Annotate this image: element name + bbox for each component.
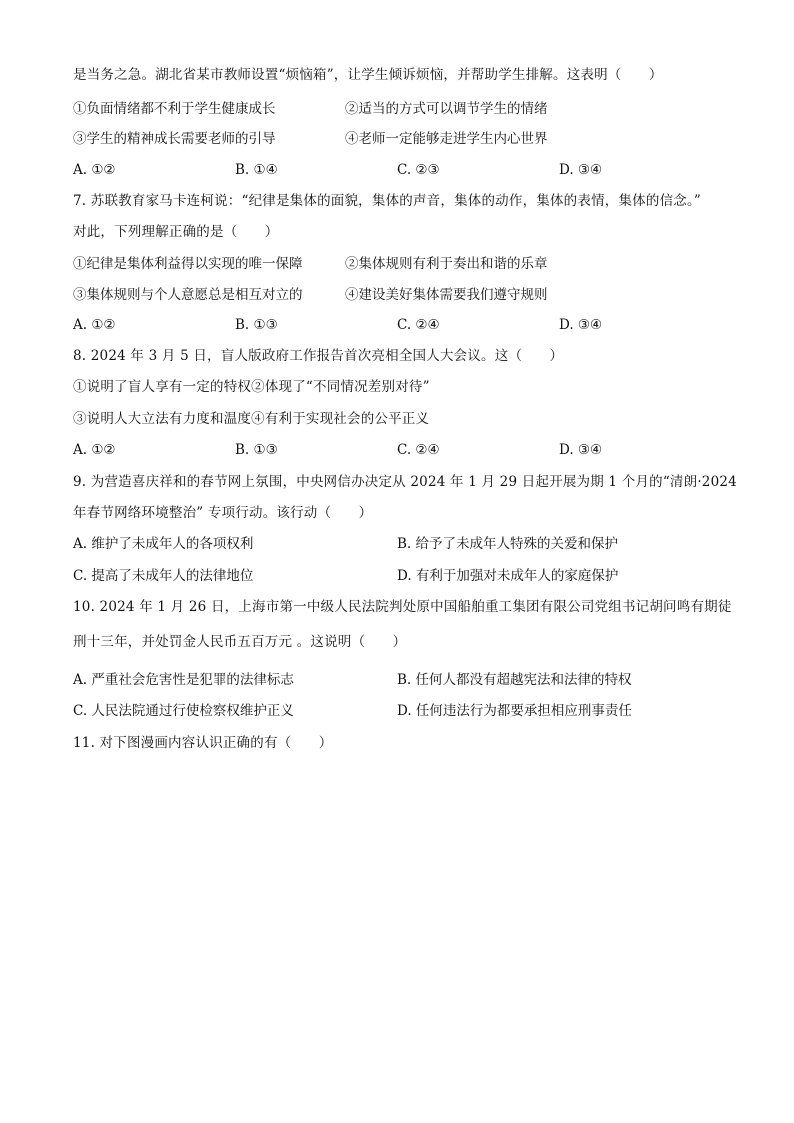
q6-option-a[interactable]: A. ①② <box>73 162 116 178</box>
q6-option-c[interactable]: C. ②③ <box>397 162 440 178</box>
q8-statements-1: ①说明了盲人享有一定的特权②体现了“不同情况差别对待” <box>73 379 430 395</box>
q8-statements-2: ③说明人大立法有力度和温度④有利于实现社会的公平正义 <box>73 411 430 427</box>
q8-option-a[interactable]: A. ①② <box>73 442 116 458</box>
q7-statement-3: ③集体规则与个人意愿总是相互对立的 <box>73 287 303 303</box>
q8-stem: 8. 2024 年 3 月 5 日，盲人版政府工作报告首次亮相全国人大会议。这（ ） <box>73 348 564 364</box>
q9-stem-line2: 年春节网络环境整治” 专项行动。该行动（ ） <box>73 505 373 521</box>
q6-statement-2: ②适当的方式可以调节学生的情绪 <box>345 101 548 117</box>
q6-statement-3: ③学生的精神成长需要老师的引导 <box>73 131 276 147</box>
q10-stem-line1: 10. 2024 年 1 月 26 日，上海市第一中级人民法院判处原中国船舶重工集团有限公司党组书记胡问鸣有期徒 <box>73 599 732 615</box>
q7-option-d[interactable]: D. ③④ <box>559 317 603 333</box>
q8-option-b[interactable]: B. ①③ <box>235 442 278 458</box>
q7-statement-4: ④建设美好集体需要我们遵守规则 <box>345 287 548 303</box>
q6-stem: 是当务之急。湖北省某市教师设置“烦恼箱”，让学生倾诉烦恼，并帮助学生排解。这表明（ ） <box>73 67 663 83</box>
q7-statement-2: ②集体规则有利于奏出和谐的乐章 <box>345 256 548 272</box>
q10-stem-line2: 刑十三年，并处罚金人民币五百万元 。这说明（ ） <box>73 634 407 650</box>
q9-stem-line1: 9. 为营造喜庆祥和的春节网上氛围，中央网信办决定从 2024 年 1 月 29 日起开展为期 1 个月的“清朗·2024 <box>73 474 737 490</box>
q7-option-c[interactable]: C. ②④ <box>397 317 440 333</box>
q11-stem: 11. 对下图漫画内容认识正确的有（ ） <box>73 735 333 751</box>
q7-stem-line2: 对此，下列理解正确的是（ ） <box>73 224 279 240</box>
q7-stem-line1: 7. 苏联教育家马卡连柯说：“纪律是集体的面貌，集体的声音，集体的动作，集体的表情，集体的信念。” <box>73 193 702 209</box>
q9-option-a[interactable]: A. 维护了未成年人的各项权利 <box>73 536 254 552</box>
q6-statement-1: ①负面情绪都不利于学生健康成长 <box>73 101 276 117</box>
q9-option-d[interactable]: D. 有利于加强对未成年人的家庭保护 <box>397 568 619 584</box>
q7-option-a[interactable]: A. ①② <box>73 317 116 333</box>
q6-statement-4: ④老师一定能够走进学生内心世界 <box>345 131 548 147</box>
q10-option-c[interactable]: C. 人民法院通过行使检察权维护正义 <box>73 703 294 719</box>
q7-option-b[interactable]: B. ①③ <box>235 317 278 333</box>
q8-option-c[interactable]: C. ②④ <box>397 442 440 458</box>
q9-option-b[interactable]: B. 给予了未成年人特殊的关爱和保护 <box>397 536 619 552</box>
q6-option-b[interactable]: B. ①④ <box>235 162 278 178</box>
q10-option-a[interactable]: A. 严重社会危害性是犯罪的法律标志 <box>73 672 294 688</box>
q7-statement-1: ①纪律是集体利益得以实现的唯一保障 <box>73 256 303 272</box>
q10-option-d[interactable]: D. 任何违法行为都要承担相应刑事责任 <box>397 703 632 719</box>
q10-option-b[interactable]: B. 任何人都没有超越宪法和法律的特权 <box>397 672 632 688</box>
q6-option-d[interactable]: D. ③④ <box>559 162 603 178</box>
q8-option-d[interactable]: D. ③④ <box>559 442 603 458</box>
q9-option-c[interactable]: C. 提高了未成年人的法律地位 <box>73 568 254 584</box>
